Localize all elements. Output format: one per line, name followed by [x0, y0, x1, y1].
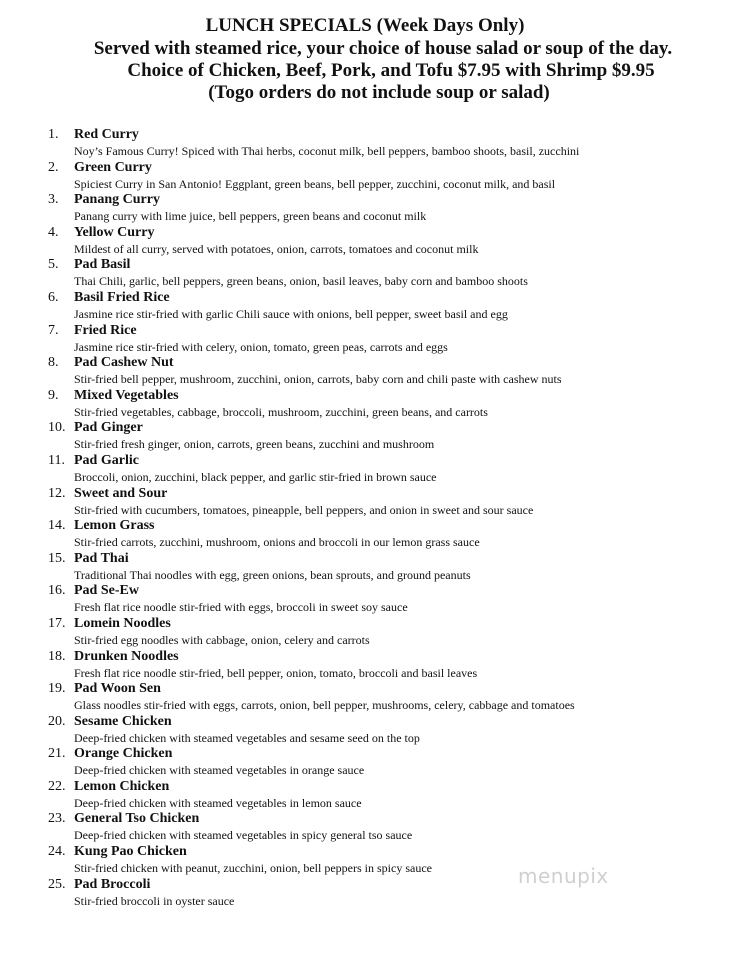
menu-item-number: 2. [48, 159, 59, 175]
menu-item-number: 6. [48, 289, 59, 305]
menu-item-description: Stir-fried egg noodles with cabbage, onion, celery and carrots [74, 632, 370, 647]
menu-item-description: Mildest of all curry, served with potatoes, onion, carrots, tomatoes and coconut milk [74, 241, 479, 256]
menu-item-name: Pad Cashew Nut [74, 355, 174, 371]
menu-item-name: General Tso Chicken [74, 811, 200, 827]
menu-item-name: Orange Chicken [74, 746, 173, 762]
menu-item-name: Red Curry [74, 127, 139, 142]
header-served-with: Served with steamed rice, your choice of house salad or soup of the day. [93, 38, 673, 59]
menu-item-name: Pad Woon Sen [74, 681, 161, 697]
menu-item-description: Deep-fried chicken with steamed vegetables in lemon sauce [74, 795, 362, 810]
menu-list [48, 127, 738, 909]
menu-item [48, 486, 738, 519]
header-togo-note: (Togo orders do not include soup or salad) [208, 82, 550, 103]
menu-item-description: Broccoli, onion, zucchini, black pepper, and garlic stir-fried in brown sauce [74, 469, 437, 484]
menu-item-number: 21. [48, 746, 66, 762]
menu-item-description: Noy’s Famous Curry! Spiced with Thai herbs, coconut milk, bell peppers, bamboo shoots, basil, zucchini [74, 144, 580, 158]
menu-item [48, 714, 738, 747]
menu-item-name: Lomein Noodles [74, 615, 171, 631]
menu-item [48, 257, 738, 290]
menu-item [48, 453, 738, 486]
menu-item [48, 323, 738, 356]
menu-item-number: 20. [48, 713, 66, 729]
menu-item [48, 518, 738, 551]
menu-item-description: Stir-fried carrots, zucchini, mushroom, onions and broccoli in our lemon grass sauce [74, 535, 480, 550]
menu-item-name: Yellow Curry [74, 224, 155, 240]
menu-item [48, 616, 738, 649]
watermark: menupix [518, 864, 609, 888]
menu-item-description: Traditional Thai noodles with egg, green onions, bean sprouts, and ground peanuts [74, 567, 471, 582]
menu-item [48, 681, 738, 714]
menu-item-name: Lemon Chicken [74, 778, 170, 794]
menu-item-name: Fried Rice [74, 322, 137, 338]
menu-item-description: Deep-fried chicken with steamed vegetables in orange sauce [74, 763, 365, 778]
menu-item-number: 8. [48, 355, 59, 371]
menu-item-description: Panang curry with lime juice, bell peppers, green beans and coconut milk [74, 209, 427, 224]
menu-item-name: Pad Broccoli [74, 876, 151, 892]
menu-item-description: Spiciest Curry in San Antonio! Eggplant, green beans, bell pepper, zucchini, coconut milk, and basil [74, 176, 556, 191]
menu-item-name: Basil Fried Rice [74, 289, 170, 305]
menu-item-description: Stir-fried broccoli in oyster sauce [74, 893, 235, 908]
menu-item-description: Stir-fried fresh ginger, onion, carrots, green beans, zucchini and mushroom [74, 437, 435, 452]
menu-item-number: 7. [48, 322, 59, 338]
menu-item-number: 19. [48, 681, 66, 697]
menu-item [48, 355, 738, 388]
menu-item-description: Jasmine rice stir-fried with celery, onion, tomato, green peas, carrots and eggs [74, 339, 448, 354]
menu-item-name: Pad Se-Ew [74, 583, 139, 599]
menu-item-name: Drunken Noodles [74, 648, 179, 664]
menu-item-number: 22. [48, 778, 66, 794]
menu-item-name: Pad Garlic [74, 452, 139, 468]
menu-item [48, 877, 738, 910]
menu-item-name: Mixed Vegetables [74, 387, 179, 403]
menu-item [48, 160, 738, 193]
menu-item-number: 4. [48, 224, 59, 240]
menu-item [48, 649, 738, 682]
menu-item-description: Stir-fried chicken with peanut, zucchini, onion, bell peppers in spicy sauce [74, 861, 432, 876]
menu-item [48, 551, 738, 584]
menu-item-name: Kung Pao Chicken [74, 844, 187, 860]
menu-item [48, 583, 738, 616]
header-price-line: Choice of Chicken, Beef, Pork, and Tofu $7.95 with Shrimp $9.95 [127, 60, 655, 81]
menu-item-description: Fresh flat rice noodle stir-fried with eggs, broccoli in sweet soy sauce [74, 600, 408, 615]
menu-item-name: Pad Thai [74, 550, 129, 566]
menu-item-number: 1. [48, 127, 59, 142]
menu-item-number: 14. [48, 518, 66, 534]
menu-item-description: Fresh flat rice noodle stir-fried, bell pepper, onion, tomato, broccoli and basil leaves [74, 665, 478, 680]
menu-item-name: Sesame Chicken [74, 713, 172, 729]
menu-item-number: 10. [48, 420, 66, 436]
menu-item-name: Green Curry [74, 159, 152, 175]
menu-item [48, 779, 738, 812]
menu-item-number: 18. [48, 648, 66, 664]
menu-item [48, 192, 738, 225]
menu-item-description: Glass noodles stir-fried with eggs, carrots, onion, bell pepper, mushrooms, celery, cabbage and tomatoes [74, 698, 575, 713]
menu-item [48, 225, 738, 258]
menu-item-description: Thai Chili, garlic, bell peppers, green beans, onion, basil leaves, baby corn and bamboo shoots [74, 274, 528, 289]
menu-item-number: 16. [48, 583, 66, 599]
header-title: LUNCH SPECIALS (Week Days Only) [205, 15, 525, 36]
menu-item-number: 15. [48, 550, 66, 566]
menu-item-number: 24. [48, 844, 66, 860]
menu-item-name: Pad Basil [74, 257, 131, 273]
menu-item-description: Stir-fried vegetables, cabbage, broccoli, mushroom, zucchini, green beans, and carrots [74, 404, 488, 419]
menu-item-name: Lemon Grass [74, 518, 155, 534]
menu-item [48, 420, 738, 453]
menu-item [48, 746, 738, 779]
menu-item [48, 290, 738, 323]
menu-item-description: Deep-fried chicken with steamed vegetables and sesame seed on the top [74, 730, 420, 745]
menu-item [48, 844, 738, 877]
menu-item-description: Stir-fried bell pepper, mushroom, zucchini, onion, carrots, baby corn and chili paste with cashew nuts [74, 372, 562, 387]
menu-item [48, 811, 738, 844]
menu-item-description: Deep-fried chicken with steamed vegetables in spicy general tso sauce [74, 828, 413, 843]
menu-item-description: Stir-fried with cucumbers, tomatoes, pineapple, bell peppers, and onion in sweet and sour sauce [74, 502, 534, 517]
menu-item-number: 12. [48, 485, 66, 501]
menu-item-number: 5. [48, 257, 59, 273]
menu-item [48, 388, 738, 421]
menu-item-name: Sweet and Sour [74, 485, 168, 501]
menu-item-number: 17. [48, 615, 66, 631]
menu-item-number: 25. [48, 876, 66, 892]
menu-item-description: Jasmine rice stir-fried with garlic Chili sauce with onions, bell pepper, sweet basil and egg [74, 306, 508, 321]
menu-item-number: 11. [48, 452, 65, 468]
menu-item-name: Panang Curry [74, 192, 160, 208]
menu-item [48, 127, 738, 160]
menu-item-number: 23. [48, 811, 66, 827]
menu-header [0, 14, 750, 104]
menu-item-number: 9. [48, 387, 59, 403]
menu-item-name: Pad Ginger [74, 420, 143, 436]
menu-item-number: 3. [48, 192, 59, 208]
